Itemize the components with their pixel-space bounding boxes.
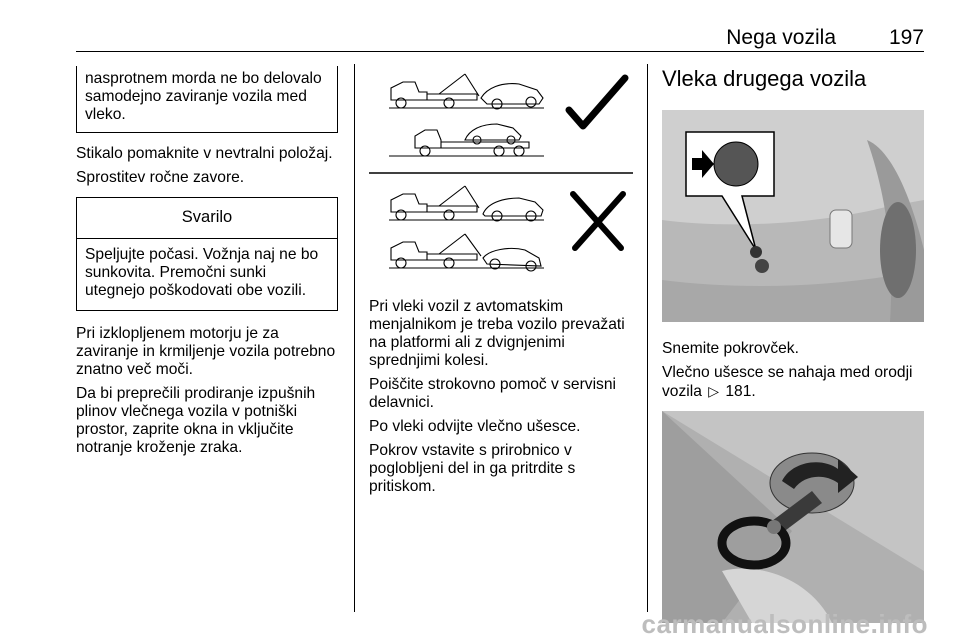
towing-eye-illustration bbox=[662, 411, 924, 623]
paragraph-with-reference bbox=[662, 364, 926, 401]
warning-text: Speljujte počasi. Vožnja naj ne bo sunkovita. Premočni sunki utegnejo poškodovati obe vozili. bbox=[85, 246, 319, 299]
paragraph: Sprostitev ročne zavore. bbox=[76, 169, 245, 186]
paragraph: Stikalo pomaknite v nevtralni položaj. bbox=[76, 145, 333, 162]
paragraph-text: Vlečno ušesce se nahaja med orodji vozila bbox=[662, 364, 913, 400]
watermark: carmanualsonline.info bbox=[641, 609, 928, 639]
warning-title: Svarilo bbox=[77, 198, 337, 239]
warning-box bbox=[76, 197, 338, 311]
paragraph: Po vleki odvijte vlečno ušesce. bbox=[369, 418, 581, 435]
paragraph: Pokrov vstavite s prirobnico v poglobljeni del in ga pritrdite s pritiskom. bbox=[369, 442, 576, 495]
paragraph: Poiščite strokovno pomoč v servisni delavnici. bbox=[369, 376, 616, 411]
column-2 bbox=[369, 66, 633, 502]
paragraph: Pri izklopljenem motorju je za zaviranje in krmiljenje vozila potrebno znatno več moči. bbox=[76, 325, 336, 378]
header-rule bbox=[76, 51, 924, 52]
continued-note-box bbox=[76, 66, 338, 133]
bumper-cover-illustration bbox=[662, 110, 924, 322]
page-reference[interactable]: 181. bbox=[725, 383, 756, 400]
page-header bbox=[76, 18, 924, 52]
continued-note-text: nasprotnem morda ne bo delovalo samodejno zaviranje vozila med vleko. bbox=[85, 70, 322, 123]
section-title: Vleka drugega vozila bbox=[662, 66, 867, 91]
paragraph: Pri vleki vozil z avtomatskim menjalnikom je treba vozilo prevažati na platformi ali z dvignjenimi sprednjimi kolesi. bbox=[369, 298, 625, 369]
chapter-title: Nega vozila bbox=[726, 26, 836, 49]
page-reference-icon: ▷ bbox=[708, 383, 719, 399]
page-number: 197 bbox=[888, 26, 924, 49]
column-divider-1 bbox=[354, 64, 355, 612]
towing-methods-illustration bbox=[369, 66, 633, 286]
paragraph: Da bi preprečili prodiranje izpušnih plinov vlečnega vozila v potniški prostor, zaprite okna in vključite notranje kroženje zraka. bbox=[76, 385, 316, 456]
column-3 bbox=[662, 66, 926, 623]
column-1 bbox=[76, 66, 338, 463]
paragraph: Snemite pokrovček. bbox=[662, 340, 799, 357]
column-divider-2 bbox=[647, 64, 648, 612]
